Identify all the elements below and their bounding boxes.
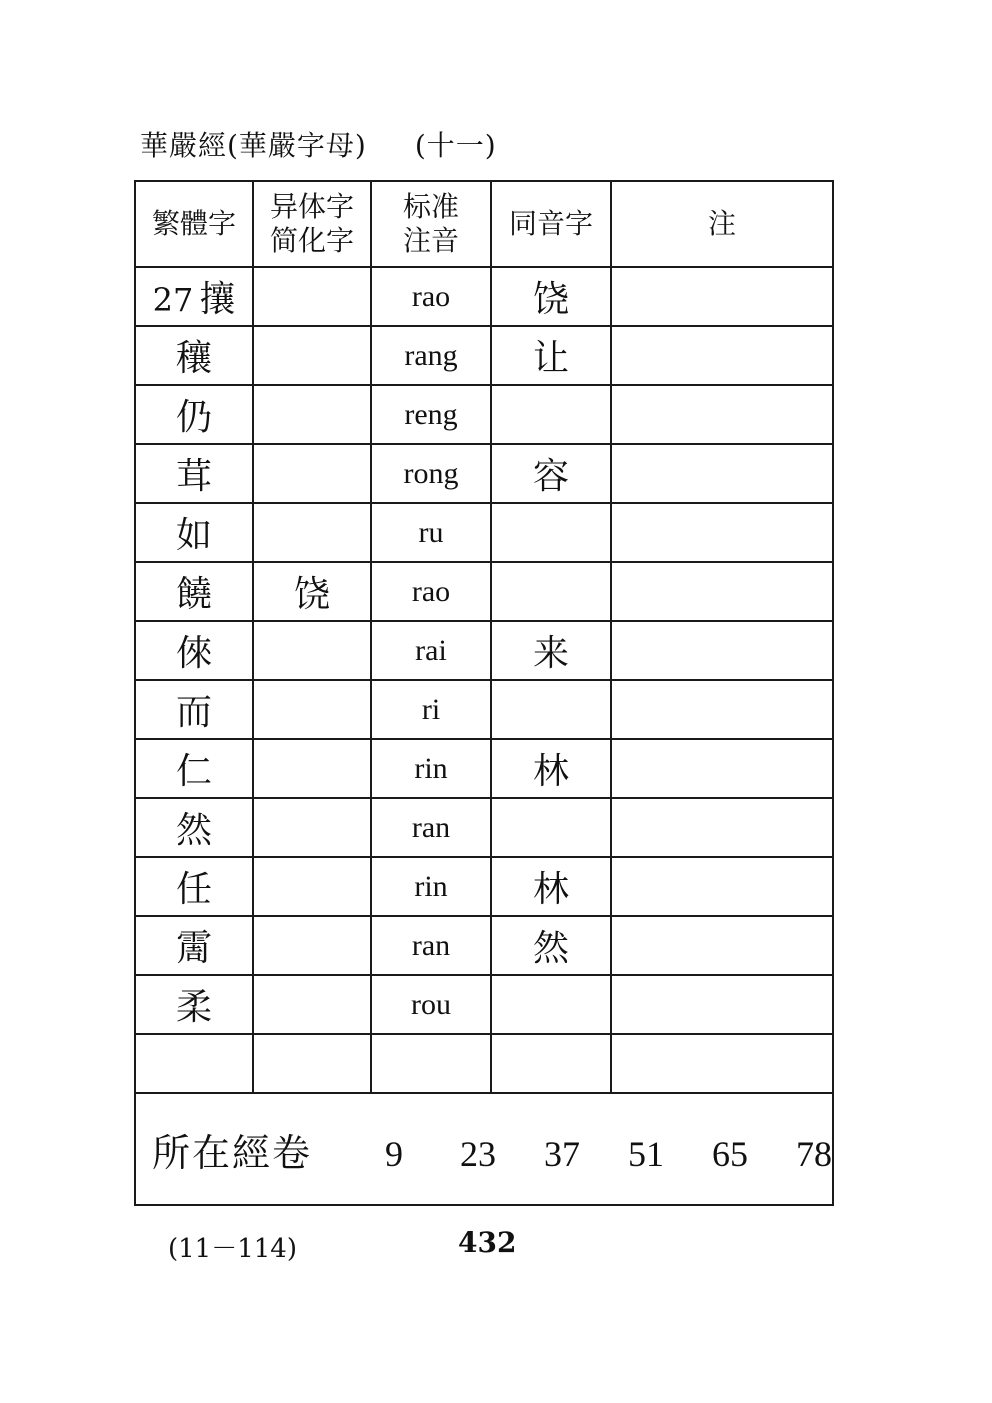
homophone-cell [491, 562, 611, 621]
entry-number: 27 [152, 281, 194, 319]
header-row [135, 181, 833, 267]
table-row [135, 562, 833, 621]
note-cell [611, 916, 833, 975]
homophone-cell: 饶 [491, 267, 611, 326]
pinyin-cell: rin [371, 857, 491, 916]
table-row [135, 680, 833, 739]
traditional-cell [135, 1034, 253, 1093]
pinyin-cell: rang [371, 326, 491, 385]
variant-cell [253, 267, 371, 326]
traditional-cell: 穰 [135, 326, 253, 385]
variant-cell [253, 857, 371, 916]
variant-cell [253, 326, 371, 385]
homophone-cell [491, 503, 611, 562]
table-row [135, 1034, 833, 1093]
header-variant-line2: 简化字 [269, 224, 354, 257]
traditional-cell: 霌 [135, 916, 253, 975]
note-cell [611, 1034, 833, 1093]
homophone-cell [491, 798, 611, 857]
juan-volume: 65 [712, 1133, 749, 1174]
header-homophone: 同音字 [491, 181, 611, 267]
pinyin-cell: rai [371, 621, 491, 680]
pinyin-cell: ru [371, 503, 491, 562]
pinyin-cell: ran [371, 916, 491, 975]
homophone-cell [491, 1034, 611, 1093]
variant-cell [253, 1034, 371, 1093]
table-row [135, 739, 833, 798]
traditional-cell: 任 [135, 857, 253, 916]
pinyin-cell: rao [371, 562, 491, 621]
juan-volume: 51 [628, 1133, 665, 1174]
note-cell [611, 562, 833, 621]
variant-cell [253, 621, 371, 680]
variant-cell [253, 975, 371, 1034]
traditional-char: 攘 [199, 279, 236, 320]
table-row [135, 385, 833, 444]
note-cell [611, 444, 833, 503]
variant-cell [253, 444, 371, 503]
traditional-cell: 饒 [135, 562, 253, 621]
character-table [134, 180, 834, 1206]
note-cell [611, 621, 833, 680]
juan-cell [135, 1093, 833, 1205]
page-number: 432 [458, 1226, 517, 1259]
variant-cell: 饶 [253, 562, 371, 621]
traditional-cell: 倈 [135, 621, 253, 680]
header-note: 注 [611, 181, 833, 267]
header-pinyin-line1: 标准 [402, 190, 459, 223]
table-row [135, 444, 833, 503]
variant-cell [253, 798, 371, 857]
juan-row [135, 1093, 833, 1205]
header-pinyin-line2: 注音 [402, 224, 459, 257]
table-row [135, 857, 833, 916]
traditional-cell: 柔 [135, 975, 253, 1034]
table-row [135, 267, 833, 326]
header-variant [253, 181, 371, 267]
pinyin-cell: rong [371, 444, 491, 503]
title-main: 華嚴經(華嚴字母) [140, 129, 367, 162]
homophone-cell: 来 [491, 621, 611, 680]
traditional-cell: 茸 [135, 444, 253, 503]
pinyin-cell: rou [371, 975, 491, 1034]
variant-cell [253, 503, 371, 562]
homophone-cell [491, 975, 611, 1034]
table-row [135, 326, 833, 385]
note-cell [611, 503, 833, 562]
footer-code: (11－114) [168, 1234, 297, 1264]
variant-cell [253, 385, 371, 444]
pinyin-cell: reng [371, 385, 491, 444]
note-cell [611, 385, 833, 444]
juan-volume: 23 [460, 1133, 497, 1174]
homophone-cell [491, 385, 611, 444]
variant-cell [253, 739, 371, 798]
note-cell [611, 975, 833, 1034]
juan-volume: 78 [796, 1133, 833, 1174]
traditional-cell: 仁 [135, 739, 253, 798]
variant-cell [253, 680, 371, 739]
homophone-cell: 容 [491, 444, 611, 503]
note-cell [611, 680, 833, 739]
traditional-cell: 如 [135, 503, 253, 562]
table-row [135, 798, 833, 857]
note-cell [611, 798, 833, 857]
table-row [135, 503, 833, 562]
note-cell [611, 267, 833, 326]
title-section: (十一) [414, 129, 497, 162]
juan-volume: 37 [544, 1133, 581, 1174]
note-cell [611, 326, 833, 385]
note-cell [611, 857, 833, 916]
note-cell [611, 739, 833, 798]
traditional-cell [135, 267, 253, 326]
traditional-cell: 然 [135, 798, 253, 857]
table-row [135, 916, 833, 975]
table-row [135, 975, 833, 1034]
header-traditional: 繁體字 [135, 181, 253, 267]
traditional-cell: 仍 [135, 385, 253, 444]
pinyin-cell [371, 1034, 491, 1093]
homophone-cell: 林 [491, 739, 611, 798]
pinyin-cell: ri [371, 680, 491, 739]
homophone-cell: 然 [491, 916, 611, 975]
header-variant-line1: 异体字 [269, 190, 354, 223]
table-row [135, 621, 833, 680]
homophone-cell: 林 [491, 857, 611, 916]
pinyin-cell: rao [371, 267, 491, 326]
juan-label: 所在經卷 [152, 1130, 313, 1175]
traditional-cell: 而 [135, 680, 253, 739]
juan-volume: 9 [385, 1133, 404, 1174]
page-title [140, 124, 497, 164]
pinyin-cell: ran [371, 798, 491, 857]
variant-cell [253, 916, 371, 975]
homophone-cell [491, 680, 611, 739]
homophone-cell: 让 [491, 326, 611, 385]
header-pinyin [371, 181, 491, 267]
pinyin-cell: rin [371, 739, 491, 798]
